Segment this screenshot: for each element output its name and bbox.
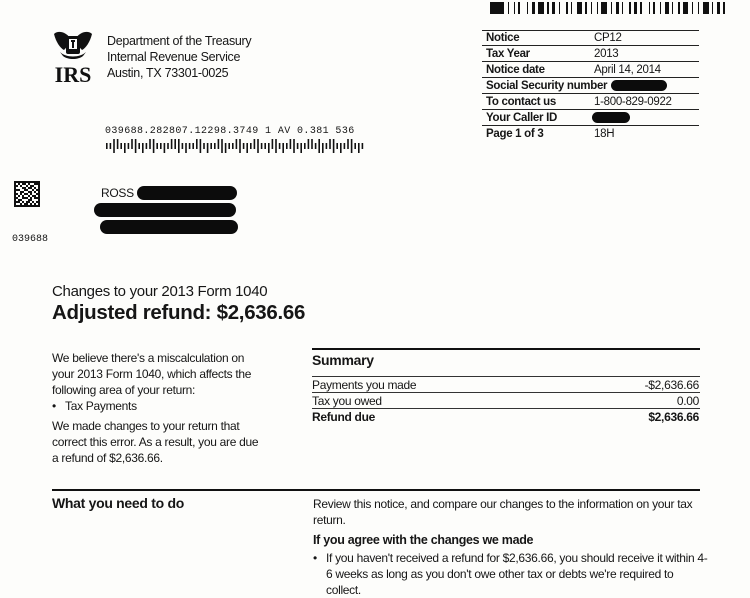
adjusted-refund-label: Adjusted refund:	[52, 301, 212, 324]
agency-address	[107, 33, 251, 81]
postal-barcode	[105, 139, 365, 153]
notice-row	[482, 30, 699, 46]
refund-explanation-text: We made changes to your return that correct this error. As a result, you are due a refund of $2,636.66.	[52, 419, 259, 465]
page-label: Page 1 of 3	[486, 128, 544, 140]
tax-year-label: Tax Year	[486, 47, 530, 60]
ssn-redaction	[611, 80, 667, 91]
notice-info-table	[482, 30, 699, 142]
tax-year-value: 2013	[594, 47, 619, 60]
page-code: 18H	[594, 128, 615, 140]
notice-label: Notice	[486, 32, 520, 44]
recipient-name: ROSS	[101, 186, 134, 200]
payments-label: Payments you made	[312, 378, 417, 392]
what-to-do-body	[313, 496, 708, 598]
review-instruction: Review this notice, and compare our changes to the information on your tax return.	[313, 497, 693, 527]
tax-owed-label: Tax you owed	[312, 394, 382, 408]
changes-title: Changes to your 2013 Form 1040	[52, 283, 268, 300]
irs-logo	[50, 30, 96, 86]
name-redaction	[137, 186, 237, 200]
payments-amount: -$2,636.66	[644, 378, 699, 392]
table-row	[312, 377, 700, 393]
notice-date-value: April 14, 2014	[594, 63, 661, 76]
agree-subheading: If you agree with the changes we made	[313, 533, 534, 547]
notice-value: CP12	[594, 32, 622, 44]
document-number: 039688	[12, 234, 49, 245]
page-row	[482, 126, 699, 142]
refund-timing-bullet: • If you haven't received a refund for $2,636.66, you should receive it within 4-6 weeks as long as you don't owe other tax or debts we're required to collect.	[313, 550, 708, 598]
address-line-1-redaction	[94, 203, 236, 217]
contact-label: To contact us	[486, 95, 557, 108]
caller-id-redaction	[592, 112, 630, 123]
irs-logo-text: IRS	[54, 62, 92, 87]
ssn-label: Social Security number	[486, 79, 608, 92]
agency-line-3: Austin, TX 73301-0025	[107, 66, 229, 80]
notice-date-row	[482, 62, 699, 78]
tax-year-row	[482, 46, 699, 62]
notice-date-label: Notice date	[486, 63, 545, 76]
contact-row	[482, 94, 699, 110]
refund-due-label: Refund due	[312, 410, 375, 424]
summary-table	[312, 348, 700, 425]
refund-due-amount: $2,636.66	[648, 410, 699, 424]
ssn-row	[482, 78, 699, 94]
table-row	[312, 393, 700, 409]
miscalculation-text: We believe there's a miscalculation on your 2013 Form 1040, which affects the following area of your return:	[52, 351, 252, 397]
tax-owed-amount: 0.00	[676, 394, 699, 408]
section-divider	[52, 489, 700, 491]
top-barcode	[490, 2, 735, 14]
caller-id-row	[482, 110, 699, 126]
caller-id-label: Your Caller ID	[486, 111, 557, 124]
tax-payments-bullet: • Tax Payments	[52, 398, 264, 414]
adjusted-refund-amount: $2,636.66	[216, 301, 306, 324]
eagle-emblem-icon	[54, 32, 92, 59]
agency-line-1: Department of the Treasury	[107, 34, 252, 48]
what-to-do-heading: What you need to do	[52, 495, 184, 511]
address-line-2-redaction	[100, 220, 238, 234]
contact-phone: 1-800-829-0922	[594, 95, 672, 108]
table-row	[312, 409, 700, 425]
mail-sort-code: 039688.282807.12298.3749 1 AV 0.381 536	[105, 126, 355, 137]
datamatrix-code-icon	[14, 181, 40, 207]
adjusted-refund-heading	[52, 301, 305, 325]
explanation-column	[52, 350, 264, 466]
agency-line-2: Internal Revenue Service	[107, 50, 241, 64]
summary-title: Summary	[312, 348, 700, 370]
